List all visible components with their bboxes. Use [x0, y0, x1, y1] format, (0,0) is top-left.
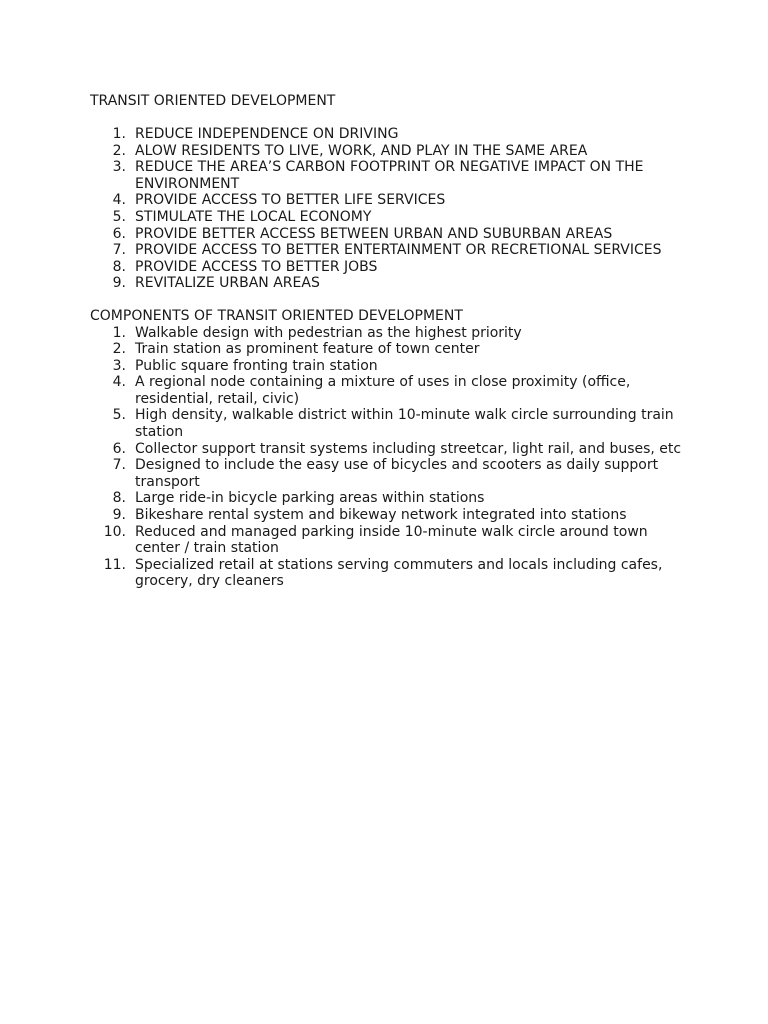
list-item-text: High density, walkable district within 10-minute walk circle surrounding train station [135, 407, 674, 441]
list-item-text: ALOW RESIDENTS TO LIVE, WORK, AND PLAY IN THE SAME AREA [135, 142, 588, 159]
list-item-number: 7. [112, 242, 126, 259]
list-item-text: PROVIDE ACCESS TO BETTER JOBS [135, 258, 378, 275]
list-item-number: 10. [103, 523, 126, 540]
list-item [90, 242, 690, 259]
list-item-number: 9. [112, 275, 126, 292]
list-item [90, 374, 690, 407]
list-item-number: 3. [112, 357, 126, 374]
list-item [90, 490, 690, 507]
list-item-number: 4. [112, 374, 126, 391]
list-item-number: 9. [112, 507, 126, 524]
list-item [90, 226, 690, 243]
list-item-number: 11. [103, 556, 126, 573]
list-item [90, 507, 690, 524]
list-item [90, 358, 690, 375]
list-item-text: Walkable design with pedestrian as the highest priority [135, 324, 522, 341]
list-item [90, 524, 690, 557]
list-item-text: Bikeshare rental system and bikeway network integrated into stations [135, 507, 627, 524]
list-item-text: Reduced and managed parking inside 10-minute walk circle around town center / train station [135, 523, 648, 557]
list-item [90, 159, 690, 192]
list-item-text: PROVIDE ACCESS TO BETTER ENTERTAINMENT OR RECRETIONAL SERVICES [135, 242, 662, 259]
list-item-text: REDUCE INDEPENDENCE ON DRIVING [135, 126, 399, 142]
list-item [90, 457, 690, 490]
list-item-text: PROVIDE ACCESS TO BETTER LIFE SERVICES [135, 192, 446, 209]
list-item-number: 3. [112, 159, 126, 176]
list-item-text: PROVIDE BETTER ACCESS BETWEEN URBAN AND SUBURBAN AREAS [135, 225, 613, 242]
list-item-text: Public square fronting train station [135, 357, 378, 374]
list-item-number: 2. [112, 341, 126, 358]
list-item-number: 5. [112, 208, 126, 225]
list-item-number: 7. [112, 457, 126, 474]
list-item [90, 341, 690, 358]
list-item-text: Designed to include the easy use of bicycles and scooters as daily support transport [135, 457, 659, 490]
list-item-text: REDUCE THE AREA’S CARBON FOOTPRINT OR NEGATIVE IMPACT ON THE ENVIRONMENT [135, 159, 644, 192]
list-item [90, 441, 690, 458]
list-item-number: 6. [112, 225, 126, 242]
list-item [90, 209, 690, 226]
list-item [90, 407, 690, 440]
list-item-number: 8. [112, 258, 126, 275]
list-item [90, 259, 690, 276]
list-item-text: A regional node containing a mixture of uses in close proximity (office, residential, retail, civic) [135, 374, 631, 407]
list-item-text: Collector support transit systems including streetcar, light rail, and buses, etc [135, 440, 682, 457]
list-item [90, 126, 690, 143]
list-item-number: 6. [112, 440, 126, 457]
list-item-text: Train station as prominent feature of town center [135, 341, 480, 358]
list-item [90, 557, 690, 590]
list-item-text: Large ride-in bicycle parking areas within stations [135, 490, 485, 507]
list-item-text: REVITALIZE URBAN AREAS [135, 275, 320, 292]
list-item [90, 275, 690, 292]
list-item-text: Specialized retail at stations serving commuters and locals including cafes, grocery, dry cleaners [135, 556, 663, 590]
goals-list [90, 126, 690, 292]
list-item [90, 325, 690, 342]
list-item-number: 4. [112, 192, 126, 209]
list-item-number: 2. [112, 142, 126, 159]
list-item [90, 192, 690, 209]
list-item-number: 1. [112, 126, 126, 142]
section-heading-goals: TRANSIT ORIENTED DEVELOPMENT [90, 93, 336, 109]
components-list [90, 325, 690, 591]
list-item-text: STIMULATE THE LOCAL ECONOMY [135, 208, 372, 225]
list-item [90, 143, 690, 160]
list-item-number: 5. [112, 407, 126, 424]
section-heading-components: COMPONENTS OF TRANSIT ORIENTED DEVELOPMENT [90, 308, 463, 324]
list-item-number: 8. [112, 490, 126, 507]
list-item-number: 1. [112, 324, 126, 341]
